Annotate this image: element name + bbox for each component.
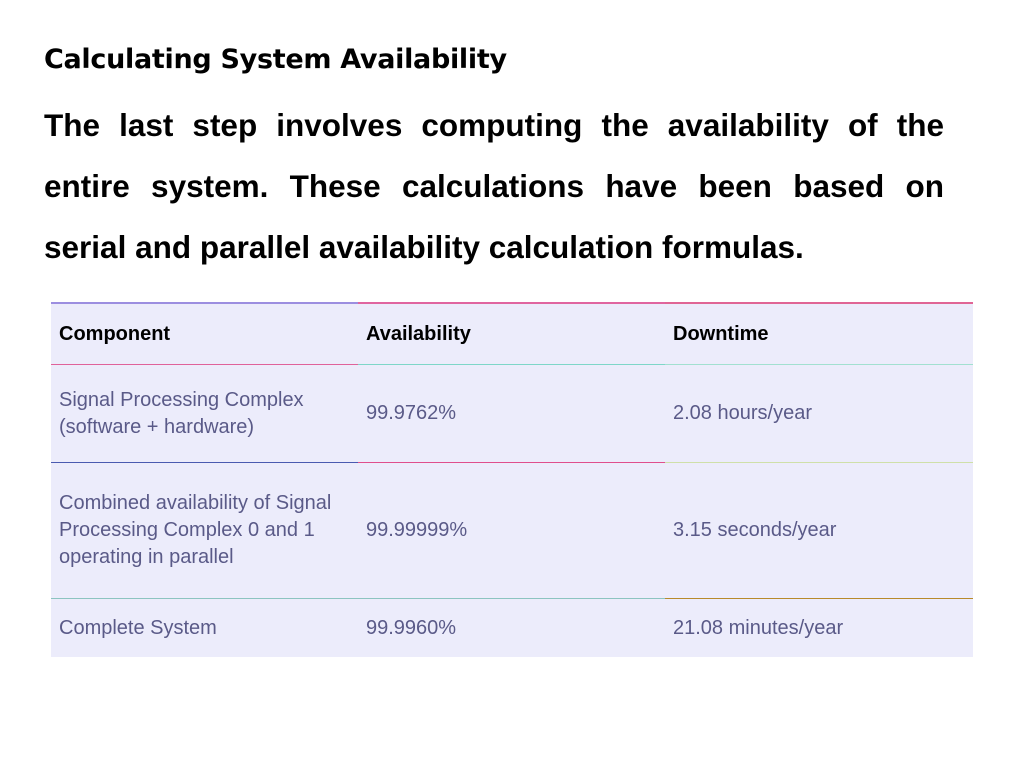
cell-availability: 99.9762% [358,365,665,463]
cell-downtime: 21.08 minutes/year [673,616,844,639]
cell-downtime: 3.15 seconds/year [665,463,973,599]
intro-paragraph: The last step involves computing the availability of the entire system. These calculations have been based on serial and parallel availability calculation formulas. [44,107,944,265]
table-row [51,365,973,463]
header-availability: Availability [358,303,665,365]
cell-component: Complete System [59,616,217,639]
header-component: Component [51,303,358,365]
header-downtime: Downtime [665,303,973,365]
availability-table [51,302,973,657]
table-header-row [51,303,973,365]
cell-component: Signal Processing Complex (software + hardware) [51,365,358,463]
table-row [51,599,973,658]
table-row [51,463,973,599]
availability-table-grid [51,302,973,657]
cell-downtime: 2.08 hours/year [665,365,973,463]
page-title: Calculating System Availability [44,44,507,75]
cell-component: Combined availability of Signal Processing Complex 0 and 1 operating in parallel [51,463,358,599]
cell-availability: 99.9960% [366,616,457,639]
cell-availability: 99.99999% [358,463,665,599]
